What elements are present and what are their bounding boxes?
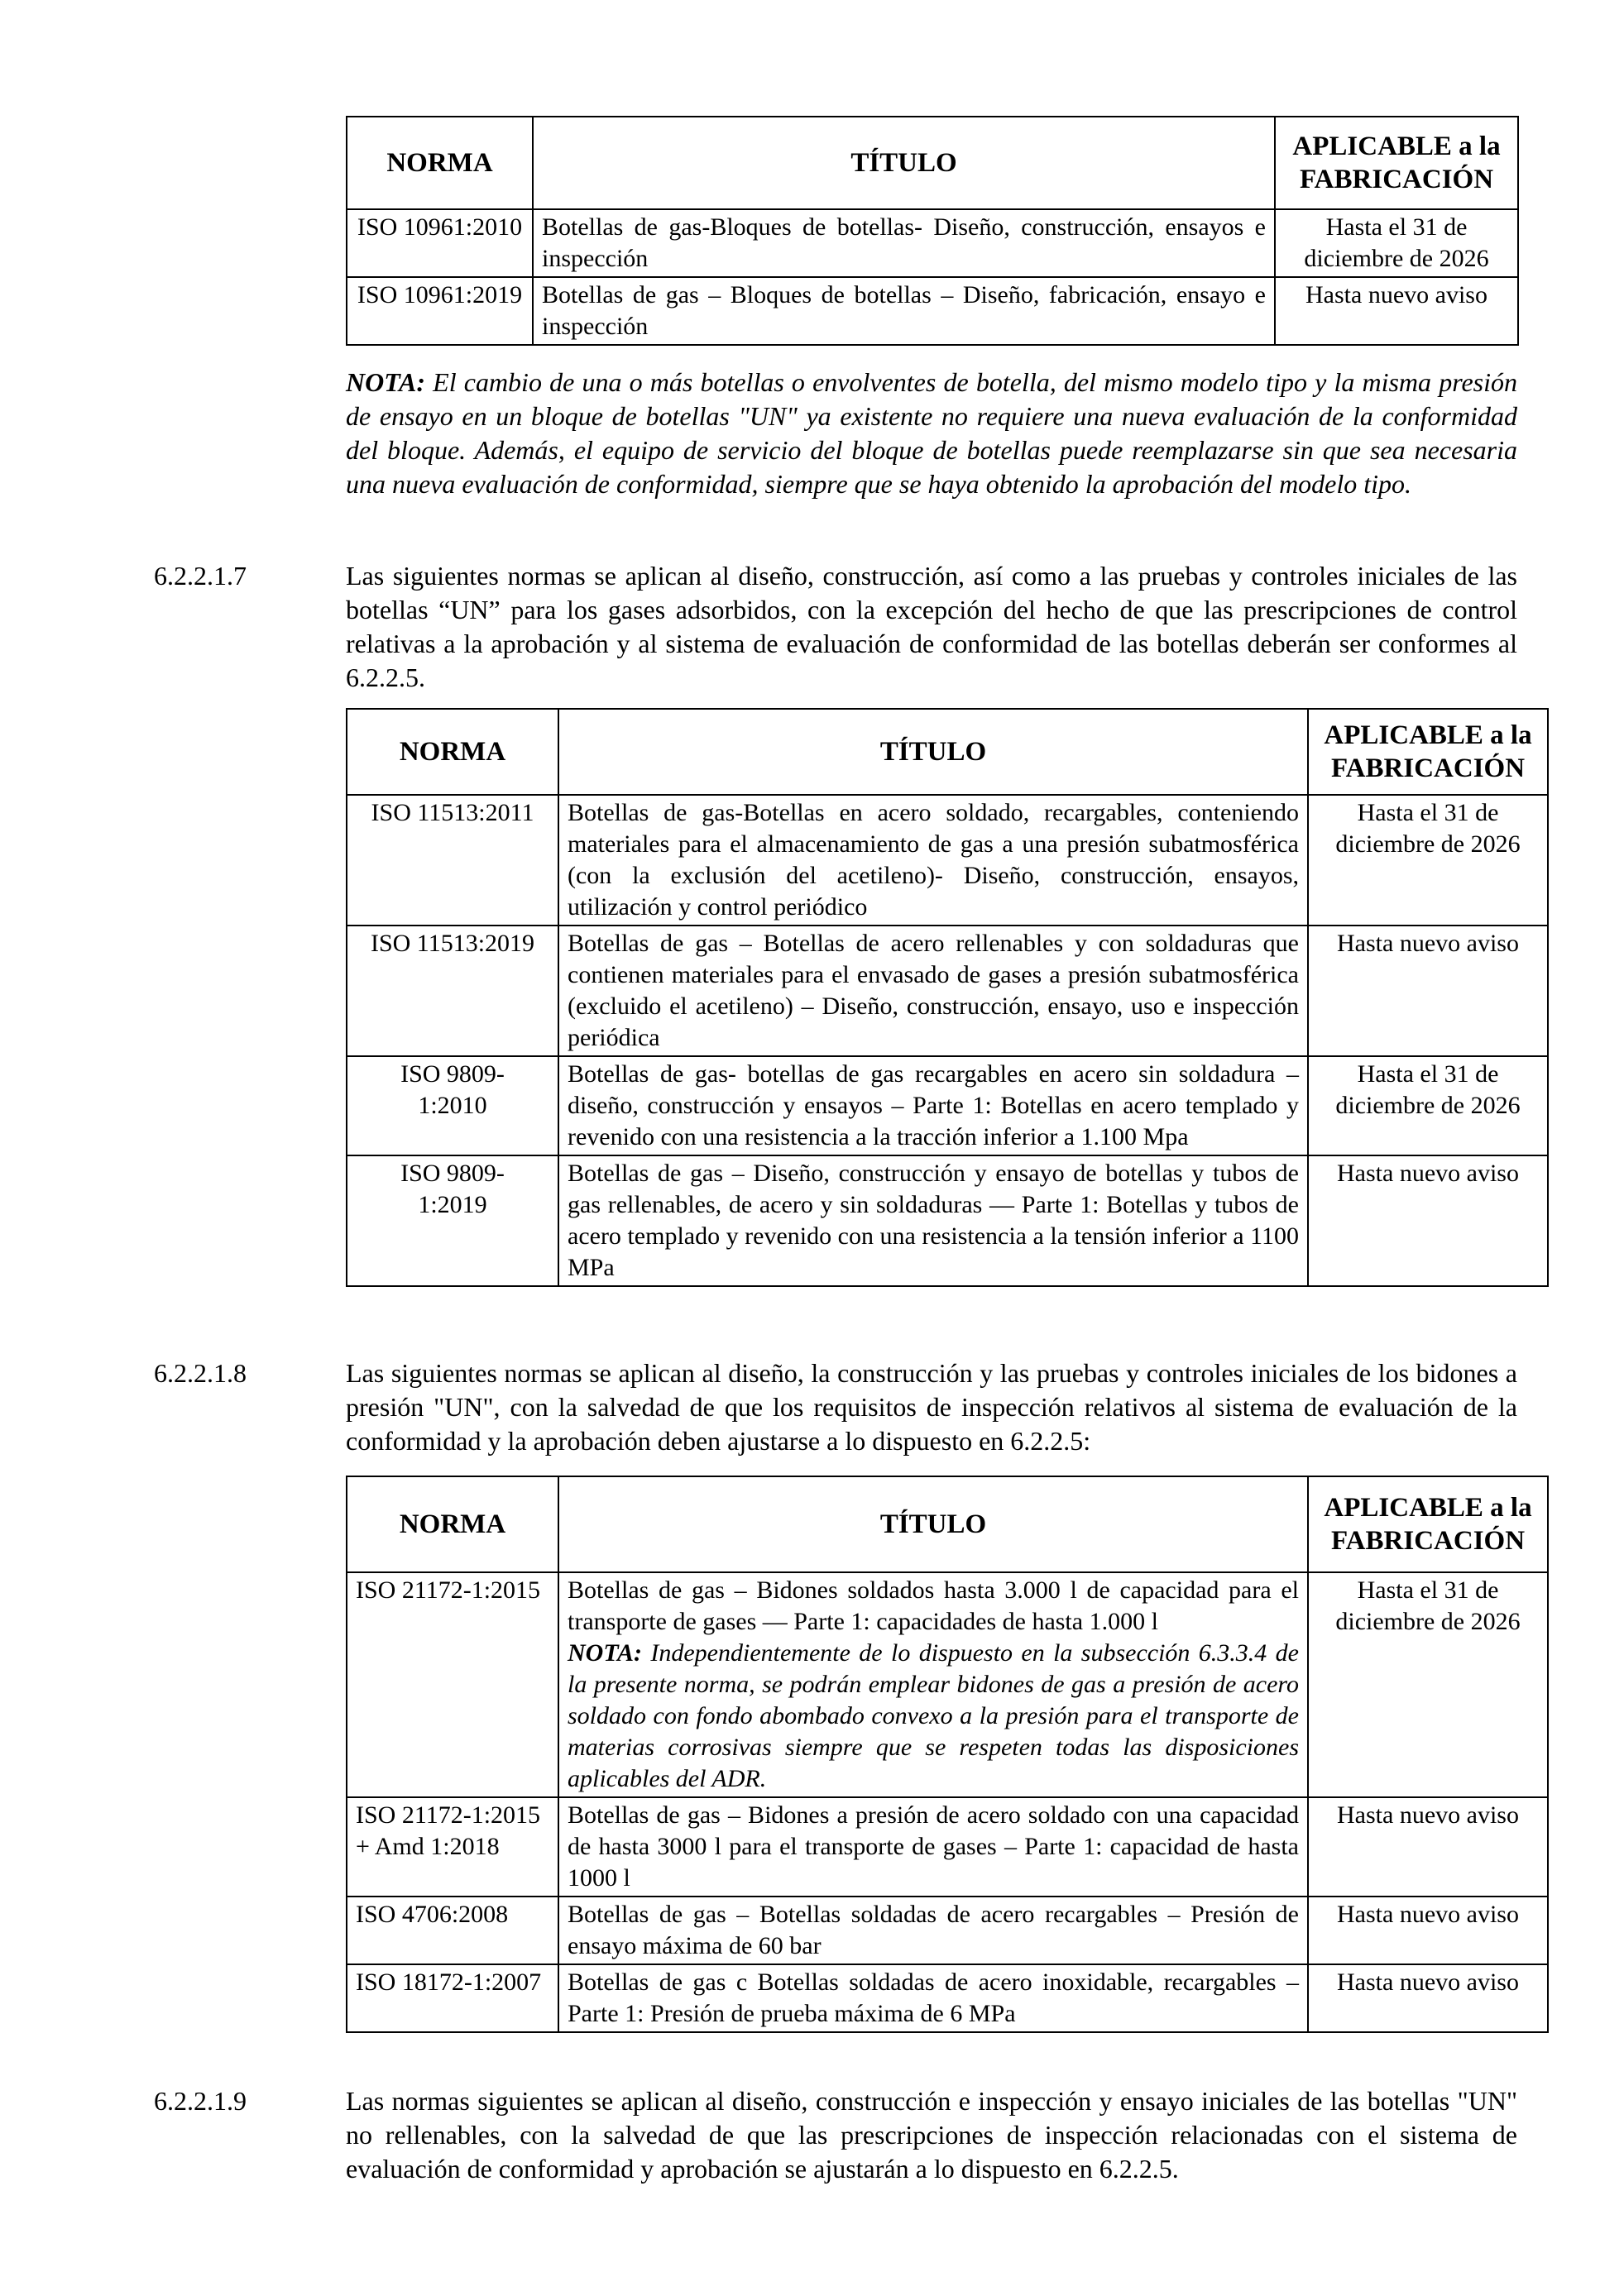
cell-aplicable: Hasta nuevo aviso <box>1308 926 1548 1056</box>
table-row <box>347 1572 1548 1797</box>
header-aplicable: APLICABLE a la FABRICACIÓN <box>1308 709 1548 795</box>
table-row <box>347 1797 1548 1897</box>
table-row <box>347 1964 1548 2032</box>
header-norma: NORMA <box>347 1476 558 1572</box>
table-header-row <box>347 117 1518 209</box>
table-row <box>347 1155 1548 1286</box>
section-number: 6.2.2.1.8 <box>154 1358 247 1388</box>
header-titulo: TÍTULO <box>558 709 1308 795</box>
cell-titulo: Botellas de gas – Botellas de acero rellenables y con soldaduras que contienen materiales para el envasado de gases a presión subatmosférica (excluido el acetileno) – Diseño, construcción, ensayo, uso e inspección periódica <box>558 926 1308 1056</box>
header-titulo: TÍTULO <box>558 1476 1308 1572</box>
cell-norma: ISO 21172-1:2015 + Amd 1:2018 <box>347 1797 558 1897</box>
table-row <box>347 209 1518 277</box>
header-norma: NORMA <box>347 709 558 795</box>
cell-titulo-text: Botellas de gas – Bidones soldados hasta 3.000 l de capacidad para el transporte de gases — Parte 1: capacidades de hasta 1.000 l <box>568 1576 1299 1635</box>
cell-note-label: NOTA: <box>568 1639 642 1667</box>
cell-titulo: Botellas de gas c Botellas soldadas de acero inoxidable, recargables – Parte 1: Presión de prueba máxima de 6 MPa <box>558 1964 1308 2032</box>
cell-aplicable: Hasta el 31 de diciembre de 2026 <box>1275 209 1518 277</box>
cell-norma: ISO 18172-1:2007 <box>347 1964 558 2032</box>
cell-titulo: Botellas de gas-Bloques de botellas- Diseño, construcción, ensayos e inspección <box>533 209 1275 277</box>
header-aplicable: APLICABLE a la FABRICACIÓN <box>1275 117 1518 209</box>
standards-table-2 <box>346 708 1549 1287</box>
cell-norma: ISO 11513:2011 <box>347 795 558 926</box>
header-aplicable: APLICABLE a la FABRICACIÓN <box>1308 1476 1548 1572</box>
cell-titulo: Botellas de gas – Bloques de botellas – Diseño, fabricación, ensayo e inspección <box>533 277 1275 345</box>
cell-titulo: Botellas de gas – Bidones a presión de acero soldado con una capacidad de hasta 3000 l para el transporte de gases – Parte 1: capacidad de hasta 1000 l <box>558 1797 1308 1897</box>
table-row <box>347 277 1518 345</box>
header-titulo: TÍTULO <box>533 117 1275 209</box>
section-text: Las normas siguientes se aplican al diseño, construcción e inspección y ensayo iniciales de las botellas "UN" no rellenables, con la salvedad de que las prescripciones de inspección relacionadas con el sistema de evaluación de conformidad y aprobación se ajustarán a lo dispuesto en 6.2.2.5. <box>346 2086 1517 2184</box>
table-header-row <box>347 1476 1548 1572</box>
cell-norma: ISO 4706:2008 <box>347 1897 558 1964</box>
section-number: 6.2.2.1.9 <box>154 2086 247 2116</box>
cell-norma: ISO 9809-1:2010 <box>347 1056 558 1155</box>
section-text: Las siguientes normas se aplican al diseño, la construcción y las pruebas y controles iniciales de los bidones a presión "UN", con la salvedad de que los requisitos de inspección relativos al sistema de evaluación de la conformidad y la aprobación deben ajustarse a lo dispuesto en 6.2.2.5: <box>346 1358 1517 1456</box>
header-norma: NORMA <box>347 117 533 209</box>
cell-titulo: Botellas de gas – Botellas soldadas de acero recargables – Presión de ensayo máxima de 60 bar <box>558 1897 1308 1964</box>
section-number: 6.2.2.1.7 <box>154 561 247 591</box>
nota-paragraph <box>346 366 1517 501</box>
table-header-row <box>347 709 1548 795</box>
cell-aplicable: Hasta nuevo aviso <box>1308 1155 1548 1286</box>
cell-aplicable: Hasta el 31 de diciembre de 2026 <box>1308 795 1548 926</box>
cell-norma: ISO 10961:2010 <box>347 209 533 277</box>
standards-table-3 <box>346 1476 1549 2033</box>
section-text: Las siguientes normas se aplican al diseño, construcción, así como a las pruebas y controles iniciales de las botellas “UN” para los gases adsorbidos, con la excepción del hecho de que las prescripciones de control relativas a la aprobación y al sistema de evaluación de conformidad de las botellas deberán ser conformes al 6.2.2.5. <box>346 561 1517 692</box>
cell-titulo <box>558 1572 1308 1797</box>
cell-titulo: Botellas de gas- botellas de gas recargables en acero sin soldadura – diseño, construcción y ensayos – Parte 1: Botellas en acero templado y revenido con una resistencia a la tracción inferior a 1.100 Mpa <box>558 1056 1308 1155</box>
nota-text: El cambio de una o más botellas o envolventes de botella, del mismo modelo tipo y la misma presión de ensayo en un bloque de botellas "UN" ya existente no requiere una nueva evaluación de la conformidad del bloque. Además, el equipo de servicio del bloque de botellas puede reemplazarse sin que sea necesaria una nueva evaluación de conformidad, siempre que se haya obtenido la aprobación del modelo tipo. <box>346 367 1518 499</box>
cell-norma: ISO 9809-1:2019 <box>347 1155 558 1286</box>
cell-norma: ISO 11513:2019 <box>347 926 558 1056</box>
cell-titulo: Botellas de gas – Diseño, construcción y ensayo de botellas y tubos de gas rellenables, de acero y sin soldaduras — Parte 1: Botellas y tubos de acero templado y revenido con una resistencia a la tensión inferior a 1100 MPa <box>558 1155 1308 1286</box>
cell-aplicable: Hasta nuevo aviso <box>1308 1964 1548 2032</box>
cell-norma: ISO 10961:2019 <box>347 277 533 345</box>
table-row <box>347 795 1548 926</box>
cell-norma: ISO 21172-1:2015 <box>347 1572 558 1797</box>
cell-aplicable: Hasta nuevo aviso <box>1308 1797 1548 1897</box>
cell-note <box>568 1638 1299 1795</box>
table-row <box>347 926 1548 1056</box>
cell-aplicable: Hasta el 31 de diciembre de 2026 <box>1308 1572 1548 1797</box>
cell-titulo: Botellas de gas-Botellas en acero soldado, recargables, conteniendo materiales para el almacenamiento de gas a una presión subatmosférica (con la exclusión del acetileno)- Diseño, construcción, ensayos, utilización y control periódico <box>558 795 1308 926</box>
nota-label: NOTA: <box>346 367 425 397</box>
cell-note-text: Independientemente de lo dispuesto en la subsección 6.3.3.4 de la presente norma, se podrán emplear bidones de gas a presión de acero soldado con fondo abombado convexo a la presión para el transporte de materias corrosivas siempre que se respeten todas las disposiciones aplicables del ADR. <box>568 1639 1299 1792</box>
table-row <box>347 1056 1548 1155</box>
cell-aplicable: Hasta nuevo aviso <box>1275 277 1518 345</box>
cell-aplicable: Hasta nuevo aviso <box>1308 1897 1548 1964</box>
standards-table-1 <box>346 116 1519 346</box>
table-row <box>347 1897 1548 1964</box>
cell-aplicable: Hasta el 31 de diciembre de 2026 <box>1308 1056 1548 1155</box>
